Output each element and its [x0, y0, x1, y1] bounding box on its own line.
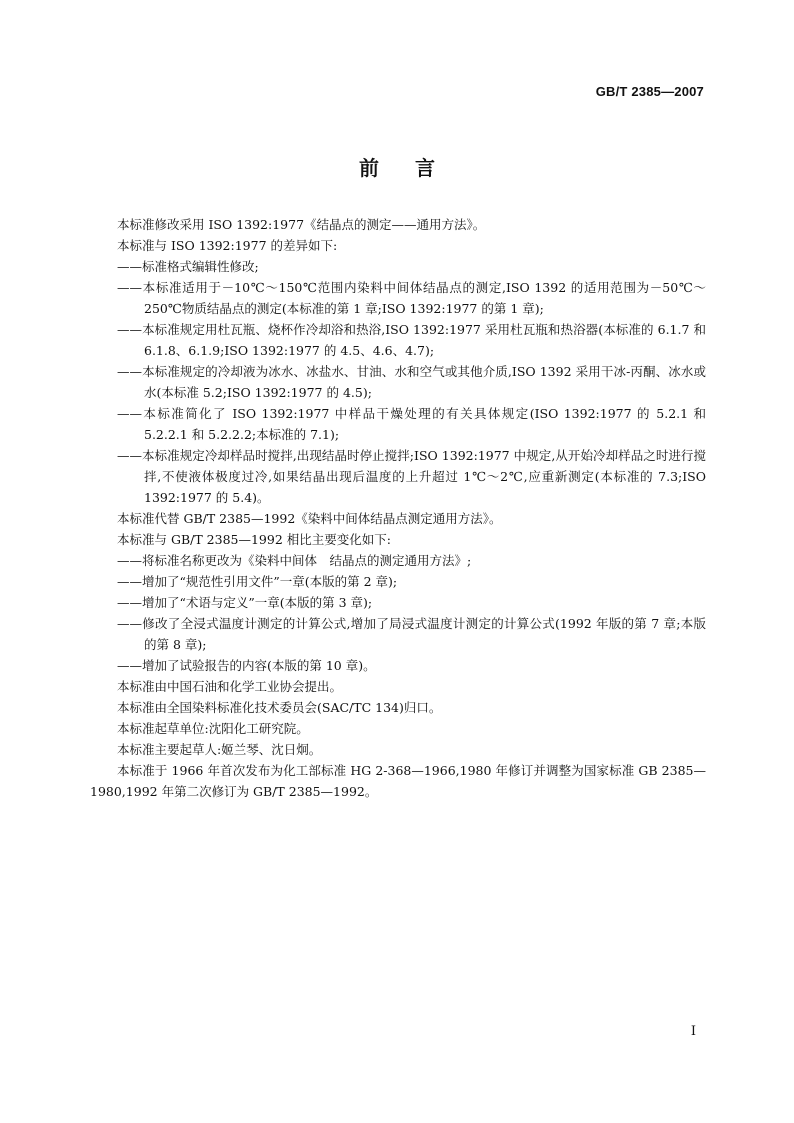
list-item: ——本标准适用于－10℃～150℃范围内染料中间体结晶点的测定,ISO 1392 的适用范围为－50℃～250℃物质结晶点的测定(本标准的第 1 章;ISO 1392:1977 的第 1 章); — [117, 280, 706, 316]
paragraph: 本标准与 ISO 1392:1977 的差异如下: — [117, 238, 338, 253]
paragraph: 本标准由中国石油和化学工业协会提出。 — [117, 679, 343, 694]
list-item: ——本标准规定用杜瓦瓶、烧杯作冷却浴和热浴,ISO 1392:1977 采用杜瓦瓶和热浴器(本标准的 6.1.7 和 6.1.8、6.1.9;ISO 1392:1977 的 4.5、4.6、4.7); — [117, 322, 706, 358]
page-title — [0, 152, 794, 181]
page-number: I — [690, 1024, 696, 1039]
list-item: ——将标准名称更改为《染料中间体 结晶点的测定通用方法》; — [117, 553, 472, 568]
paragraph: 本标准起草单位:沈阳化工研究院。 — [117, 721, 309, 736]
paragraph: 本标准修改采用 ISO 1392:1977《结晶点的测定——通用方法》。 — [117, 217, 486, 232]
paragraph: 本标准代替 GB/T 2385—1992《染料中间体结晶点测定通用方法》。 — [117, 511, 502, 526]
title-char-1: 前 — [359, 156, 379, 180]
list-item: ——增加了“规范性引用文件”一章(本版的第 2 章); — [117, 574, 398, 589]
paragraph: 本标准于 1966 年首次发布为化工部标准 HG 2-368—1966,1980 年修订并调整为国家标准 GB 2385—1980,1992 年第二次修订为 GB/T 2385—1992。 — [90, 763, 706, 799]
list-item: ——本标准简化了 ISO 1392:1977 中样品干燥处理的有关具体规定(ISO 1392:1977 的 5.2.1 和 5.2.2.1 和 5.2.2.2;本标准的 7.1); — [117, 406, 706, 442]
list-item: ——本标准规定冷却样品时搅拌,出现结晶时停止搅拌;ISO 1392:1977 中规定,从开始冷却样品之时进行搅拌,不使液体极度过冷,如果结晶出现后温度的上升超过 1℃～2℃,应重新测定(本标准的 7.3;ISO 1392:1977 的 5.4)。 — [117, 448, 706, 505]
list-item: ——增加了试验报告的内容(本版的第 10 章)。 — [117, 658, 376, 673]
list-item: ——修改了全浸式温度计测定的计算公式,增加了局浸式温度计测定的计算公式(1992 年版的第 7 章;本版的第 8 章); — [117, 616, 706, 652]
title-char-2: 言 — [415, 156, 435, 180]
list-item: ——增加了“术语与定义”一章(本版的第 3 章); — [117, 595, 373, 610]
paragraph: 本标准主要起草人:姬兰琴、沈日炯。 — [117, 742, 322, 757]
paragraph: 本标准与 GB/T 2385—1992 相比主要变化如下: — [117, 532, 391, 547]
foreword-body — [90, 214, 706, 802]
document-code: GB/T 2385—2007 — [595, 84, 704, 99]
list-item: ——标准格式编辑性修改; — [117, 259, 259, 274]
paragraph: 本标准由全国染料标准化技术委员会(SAC/TC 134)归口。 — [117, 700, 442, 715]
list-item: ——本标准规定的冷却液为冰水、冰盐水、甘油、水和空气或其他介质,ISO 1392 采用干冰-丙酮、冰水或水(本标准 5.2;ISO 1392:1977 的 4.5); — [117, 364, 706, 400]
